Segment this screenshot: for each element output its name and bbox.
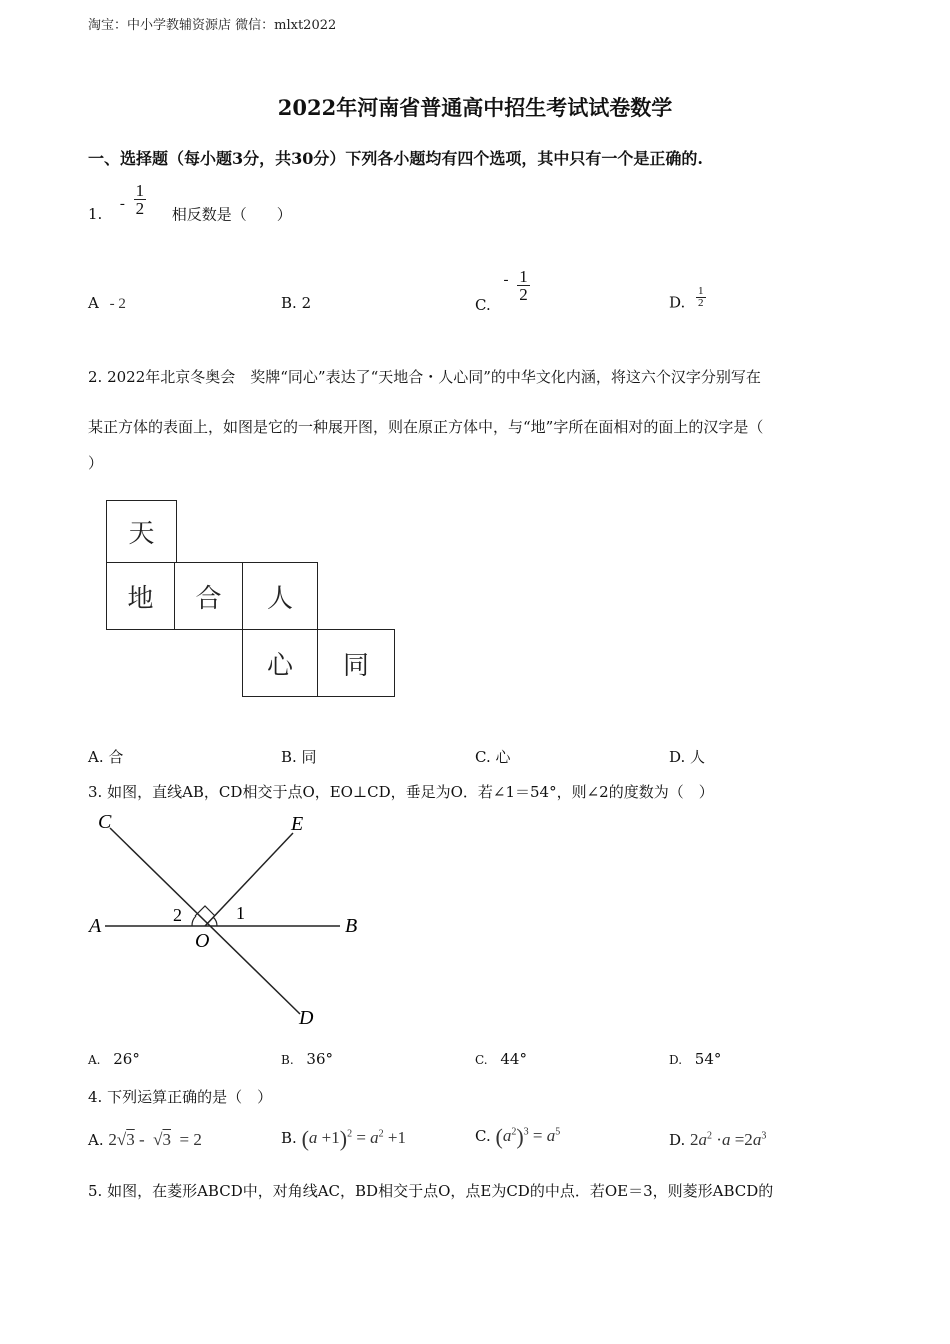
question-2-line-1: 2. 2022年北京冬奥会 奖牌“同心”表达了“天地合・人心同”的中华文化内涵，将这六个汉字分别写在 bbox=[88, 368, 761, 386]
q1-option-a[interactable] bbox=[88, 294, 126, 313]
question-2-line-3: ） bbox=[88, 454, 104, 472]
question-5: 5. 如图，在菱形ABCD中，对角线AC，BD相交于点O，点E为CD的中点．若OE＝3，则菱形ABCD的 bbox=[88, 1182, 774, 1200]
numerator: 1 bbox=[135, 181, 145, 200]
q1-option-d[interactable] bbox=[669, 286, 706, 312]
net-face-tian: 天 bbox=[106, 500, 177, 563]
option-label: D. bbox=[669, 1053, 683, 1067]
option-value: - 2 bbox=[109, 296, 126, 312]
q1-option-b[interactable] bbox=[281, 294, 311, 312]
option-label: C. bbox=[475, 1127, 491, 1145]
option-value: 2 bbox=[301, 294, 312, 312]
fraction-one-half bbox=[134, 182, 147, 217]
fraction-one-half bbox=[517, 268, 530, 303]
q1-option-c[interactable] bbox=[475, 268, 530, 314]
option-formula: $2a^2 \cdot a =2a^3$ bbox=[690, 1130, 767, 1149]
q3-option-a[interactable] bbox=[88, 1050, 140, 1068]
option-label: B. bbox=[281, 1053, 294, 1067]
q3-option-d[interactable] bbox=[669, 1050, 721, 1068]
q3-option-c[interactable] bbox=[475, 1050, 527, 1068]
label-d: D bbox=[299, 1007, 314, 1029]
q4-option-b[interactable] bbox=[281, 1126, 406, 1152]
label-angle-1: 1 bbox=[236, 903, 245, 923]
question-number: 1. bbox=[88, 205, 103, 223]
net-face-xin: 心 bbox=[242, 629, 318, 697]
option-label: A bbox=[88, 294, 99, 312]
question-text: 相反数是（ ） bbox=[171, 205, 292, 224]
angle-2-arc bbox=[192, 916, 196, 926]
q3-option-b[interactable] bbox=[281, 1050, 333, 1068]
question-3: 3. 如图，直线AB，CD相交于点O，EO⊥CD，垂足为O．若∠1＝54°，则∠2的度数为（ ） bbox=[88, 783, 714, 801]
q4-option-c[interactable] bbox=[475, 1124, 560, 1150]
label-b: B bbox=[345, 915, 358, 937]
option-value: 54° bbox=[694, 1050, 722, 1068]
option-label: C. bbox=[475, 296, 491, 314]
question-2-line-2: 某正方体的表面上，如图是它的一种展开图，则在原正方体中，与“地”字所在面相对的面上的汉字是（ bbox=[88, 418, 764, 436]
denominator: 2 bbox=[519, 285, 528, 304]
q2-option-a[interactable]: A. 合 bbox=[88, 748, 124, 766]
q2-option-d[interactable]: D. 人 bbox=[669, 748, 706, 766]
numerator: 1 bbox=[519, 267, 528, 286]
option-formula: $(a +1)^2 = a^2 +1$ bbox=[301, 1126, 407, 1151]
denominator: 2 bbox=[135, 199, 145, 218]
label-e: E bbox=[291, 813, 304, 835]
label-c: C bbox=[98, 811, 112, 833]
denominator: 2 bbox=[698, 297, 704, 309]
option-value: 26° bbox=[113, 1050, 140, 1068]
option-value: 36° bbox=[306, 1050, 334, 1068]
option-formula: $(a^2)^3 = a^5$ bbox=[495, 1124, 561, 1149]
q2-option-c[interactable]: C. 心 bbox=[475, 748, 511, 766]
option-label: D. bbox=[669, 293, 686, 312]
label-angle-2: 2 bbox=[173, 905, 182, 925]
minus-sign: - bbox=[503, 272, 509, 288]
intersecting-lines-figure bbox=[85, 808, 375, 1033]
label-o: O bbox=[195, 930, 210, 952]
option-label: B. bbox=[281, 1129, 297, 1147]
q4-option-d[interactable] bbox=[669, 1130, 766, 1150]
q2-option-b[interactable]: B. 同 bbox=[281, 748, 317, 766]
net-face-di: 地 bbox=[106, 562, 175, 630]
section-heading: 一、选择题（每小题3分，共30分）下列各小题均有四个选项，其中只有一个是正确的. bbox=[88, 149, 703, 168]
net-face-ren: 人 bbox=[242, 562, 318, 630]
question-4: 4. 下列运算正确的是（ ） bbox=[88, 1088, 273, 1106]
option-label: A. bbox=[88, 1131, 104, 1149]
label-a: A bbox=[89, 915, 102, 937]
q4-option-a[interactable] bbox=[88, 1130, 202, 1150]
option-label: B. bbox=[281, 294, 297, 312]
question-1 bbox=[88, 182, 292, 225]
net-face-tong: 同 bbox=[317, 629, 395, 697]
option-value: 44° bbox=[500, 1050, 527, 1068]
option-label: C. bbox=[475, 1053, 488, 1067]
minus-sign: - bbox=[119, 196, 125, 212]
option-formula: 2√3 - √3 = 2 bbox=[108, 1130, 202, 1149]
page-header: 淘宝：中小学教辅资源店 微信：mlxt2022 bbox=[88, 18, 337, 33]
ray-oe bbox=[205, 833, 293, 926]
net-face-he: 合 bbox=[174, 562, 243, 630]
option-label: D. bbox=[669, 1131, 686, 1149]
page-title: 2022年河南省普通高中招生考试试卷数学 bbox=[277, 95, 673, 120]
option-label: A. bbox=[88, 1053, 101, 1067]
numerator: 1 bbox=[698, 285, 704, 297]
angle-1-arc bbox=[213, 917, 217, 926]
fraction-one-half bbox=[696, 286, 706, 309]
